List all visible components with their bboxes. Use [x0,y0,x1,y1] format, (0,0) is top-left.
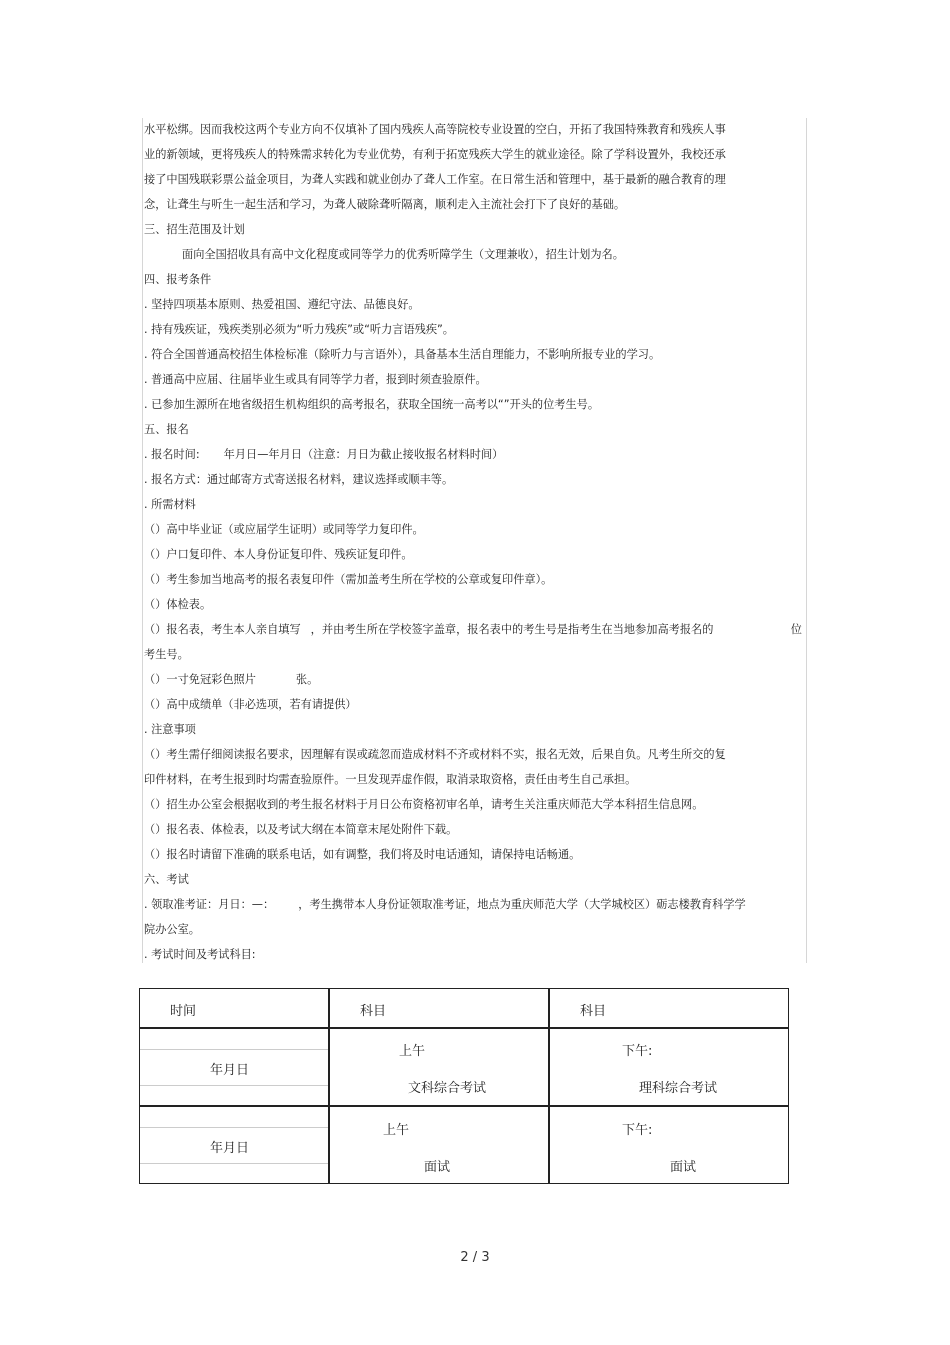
table-inner-rule [140,1049,328,1050]
section-heading-conditions: 四、报考条件 [144,273,212,286]
note-item: （）报名表、体检表，以及考试大纲在本简章末尾处附件下载。 [144,823,458,836]
paragraph-line: 念，让聋生与听生一起生活和学习，为聋人破除聋听隔离，顺利走入主流社会打下了良好的基础。 [144,198,626,211]
note-item: （）招生办公室会根据收到的考生报名材料于月日公布资格初审名单，请考生关注重庆师范大学本科招生信息网。 [144,798,704,811]
table-inner-rule [140,1163,328,1164]
table-cell-date: 年月日 [210,1063,250,1078]
table-cell-am-label: 上午 [383,1123,410,1138]
table-col-divider [548,989,550,1183]
table-cell-am-label: 上午 [399,1044,426,1059]
section-heading-exam: 六、考试 [144,873,189,886]
table-cell-date: 年月日 [210,1141,250,1156]
scope-text: 面向全国招收具有高中文化程度或同等学力的优秀听障学生（文理兼收），招生计划为名。 [182,248,624,261]
material-item-photo: （）一寸免冠彩色照片 张。 [144,673,319,686]
section-heading-scope: 三、招生范围及计划 [144,223,245,236]
table-cell-pm-subject: 理科综合考试 [639,1081,718,1096]
condition-item: . 普通高中应届、往届毕业生或具有同等学力者，报到时须查验原件。 [144,373,487,386]
page-number: 2 / 3 [460,1250,490,1265]
admit-card-info: . 领取准考证：月日：—： ，考生携带本人身份证领取准考证，地点为重庆师范大学（大学城校区）砺志楼教育科学学 [144,898,746,911]
table-cell-pm-label: 下午: [622,1044,653,1059]
paragraph-line: 业的新领域，更将残疾人的特殊需求转化为专业优势，有利于拓宽残疾大学生的就业途径。除了学科设置外，我校还承 [144,148,726,161]
condition-item: . 坚持四项基本原则、热爱祖国、遵纪守法、品德良好。 [144,298,420,311]
table-inner-rule [140,1127,328,1128]
table-header-time: 时间 [170,1004,197,1019]
section-heading-registration: 五、报名 [144,423,189,436]
note-item: （）考生需仔细阅读报名要求，因理解有误或疏忽而造成材料不齐或材料不实，报名无效，后果自负。凡考生所交的复 [144,748,726,761]
table-header-subject: 科目 [580,1004,607,1019]
condition-item: . 已参加生源所在地省级招生机构组织的高考报名，获取全国统一高考以“”开头的位考生号。 [144,398,600,411]
table-inner-rule [140,1085,328,1086]
paragraph-line: 接了中国残联彩票公益金项目，为聋人实践和就业创办了聋人工作室。在日常生活和管理中，基于最新的融合教育的理 [144,173,726,186]
registration-method: . 报名方式：通过邮寄方式寄送报名材料，建议选择或顺丰等。 [144,473,454,486]
paragraph-line: 水平松绑。因而我校这两个专业方向不仅填补了国内残疾人高等院校专业设置的空白，开拓了我国特殊教育和残疾人事 [144,123,726,136]
materials-heading: . 所需材料 [144,498,196,511]
note-item: 印件材料，在考生报到时均需查验原件。一旦发现弄虚作假，取消录取资格，责任由考生自己承担。 [144,773,637,786]
material-item-transcript: （）高中成绩单（非必选项，若有请提供） [144,698,357,711]
material-item: （）户口复印件、本人身份证复印件、残疾证复印件。 [144,548,413,561]
table-cell-pm-subject: 面试 [670,1160,697,1175]
material-item-form-cont: 考生号。 [144,648,189,661]
exam-schedule-table [139,988,789,1184]
material-item: （）体检表。 [144,598,212,611]
table-row-divider [140,1027,788,1029]
document-body [144,117,808,967]
material-item: （）考生参加当地高考的报名表复印件（需加盖考生所在学校的公章或复印件章）。 [144,573,553,586]
condition-item: . 符合全国普通高校招生体检标准（除听力与言语外），具备基本生活自理能力，不影响所报专业的学习。 [144,348,661,361]
table-row-divider [140,1105,788,1107]
notes-heading: . 注意事项 [144,723,196,736]
admit-card-info-cont: 院办公室。 [144,923,200,936]
registration-time-label: . 报名时间: [144,448,200,461]
table-header-subject: 科目 [360,1004,387,1019]
schedule-heading: . 考试时间及考试科目: [144,948,256,961]
table-cell-am-subject: 文科综合考试 [408,1081,487,1096]
material-item: （）高中毕业证（或应届学生证明）或同等学力复印件。 [144,523,424,536]
text-frame-left-rule [142,118,143,963]
note-item: （）报名时请留下准确的联系电话，如有调整，我们将及时电话通知，请保持电话畅通。 [144,848,581,861]
table-cell-am-subject: 面试 [424,1160,451,1175]
condition-item: . 持有残疾证，残疾类别必须为“听力残疾”或“听力言语残疾”。 [144,323,454,336]
table-col-divider [328,989,330,1183]
registration-time-value: 年月日—年月日（注意：月日为截止接收报名材料时间） [223,448,504,461]
table-cell-pm-label: 下午: [622,1123,653,1138]
registration-time [144,442,808,467]
material-item-form: （）报名表，考生本人亲自填写 ，并由考生所在学校签字盖章，报名表中的考生号是指考生在当地参加高考报名的 位 [144,623,802,636]
